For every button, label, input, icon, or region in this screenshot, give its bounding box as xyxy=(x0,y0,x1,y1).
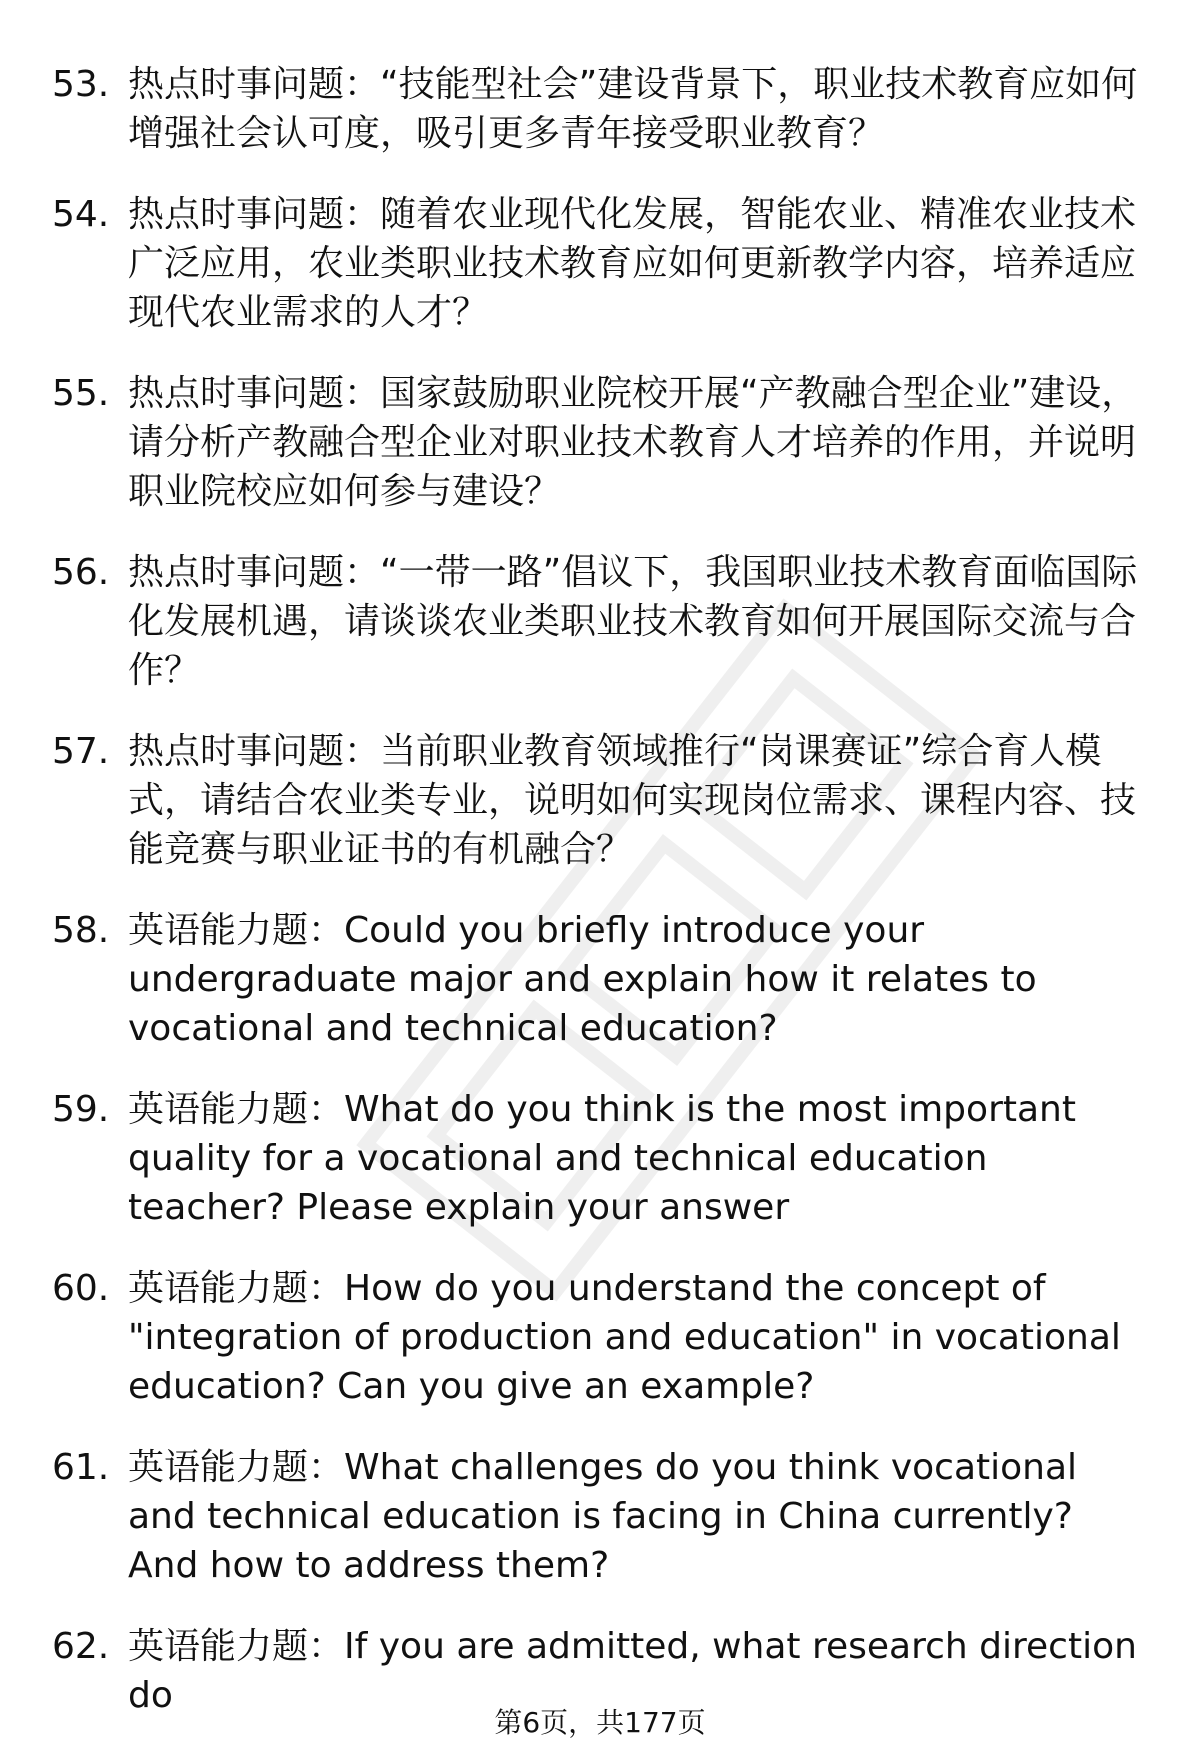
question-number: 53. xyxy=(52,64,110,105)
question-text: 英语能力题：What challenges do you think vocational and technical education is facing in China currently? And how to address them? xyxy=(128,1447,1078,1586)
question-item xyxy=(0,1443,1200,1590)
question-number: 59. xyxy=(52,1089,110,1130)
question-text: 英语能力题：If you are admitted, what research direction do xyxy=(128,1626,1137,1716)
question-number: 55. xyxy=(52,373,110,414)
question-item xyxy=(0,369,1200,516)
question-item xyxy=(0,727,1200,874)
question-text: 热点时事问题：“技能型社会”建设背景下，职业技术教育应如何增强社会认可度，吸引更多青年接受职业教育？ xyxy=(128,64,1138,154)
question-text: 热点时事问题：“一带一路”倡议下，我国职业技术教育面临国际化发展机遇，请谈谈农业类职业技术教育如何开展国际交流与合作？ xyxy=(128,552,1138,691)
question-item xyxy=(0,1264,1200,1411)
question-item xyxy=(0,1085,1200,1232)
question-list xyxy=(0,60,1200,1752)
question-number: 60. xyxy=(52,1268,110,1309)
question-item xyxy=(0,548,1200,695)
question-number: 62. xyxy=(52,1626,110,1667)
question-text: 英语能力题：How do you understand the concept of "integration of production and education" in vocational education? Can you give an example? xyxy=(128,1268,1121,1407)
question-text: 英语能力题：Could you briefly introduce your undergraduate major and explain how it relates to vocational and technical education? xyxy=(128,910,1037,1049)
question-text: 热点时事问题：随着农业现代化发展，智能农业、精准农业技术广泛应用，农业类职业技术教育应如何更新教学内容，培养适应现代农业需求的人才？ xyxy=(128,194,1137,333)
question-text: 英语能力题：What do you think is the most important quality for a vocational and technical education teacher? Please explain your answer xyxy=(128,1089,1076,1228)
question-item xyxy=(0,190,1200,337)
page-footer xyxy=(0,1705,1200,1741)
question-item xyxy=(0,906,1200,1053)
question-text: 热点时事问题：当前职业教育领域推行“岗课赛证”综合育人模式，请结合农业类专业，说明如何实现岗位需求、课程内容、技能竞赛与职业证书的有机融合？ xyxy=(128,731,1137,870)
question-number: 57. xyxy=(52,731,110,772)
page-number-label: 第6页，共177页 xyxy=(494,1706,706,1739)
question-number: 58. xyxy=(52,910,110,951)
question-item xyxy=(0,60,1200,158)
question-text: 热点时事问题：国家鼓励职业院校开展“产教融合型企业”建设，请分析产教融合型企业对职业技术教育人才培养的作用，并说明职业院校应如何参与建设？ xyxy=(128,373,1138,512)
question-number: 54. xyxy=(52,194,110,235)
question-number: 61. xyxy=(52,1447,110,1488)
question-number: 56. xyxy=(52,552,110,593)
